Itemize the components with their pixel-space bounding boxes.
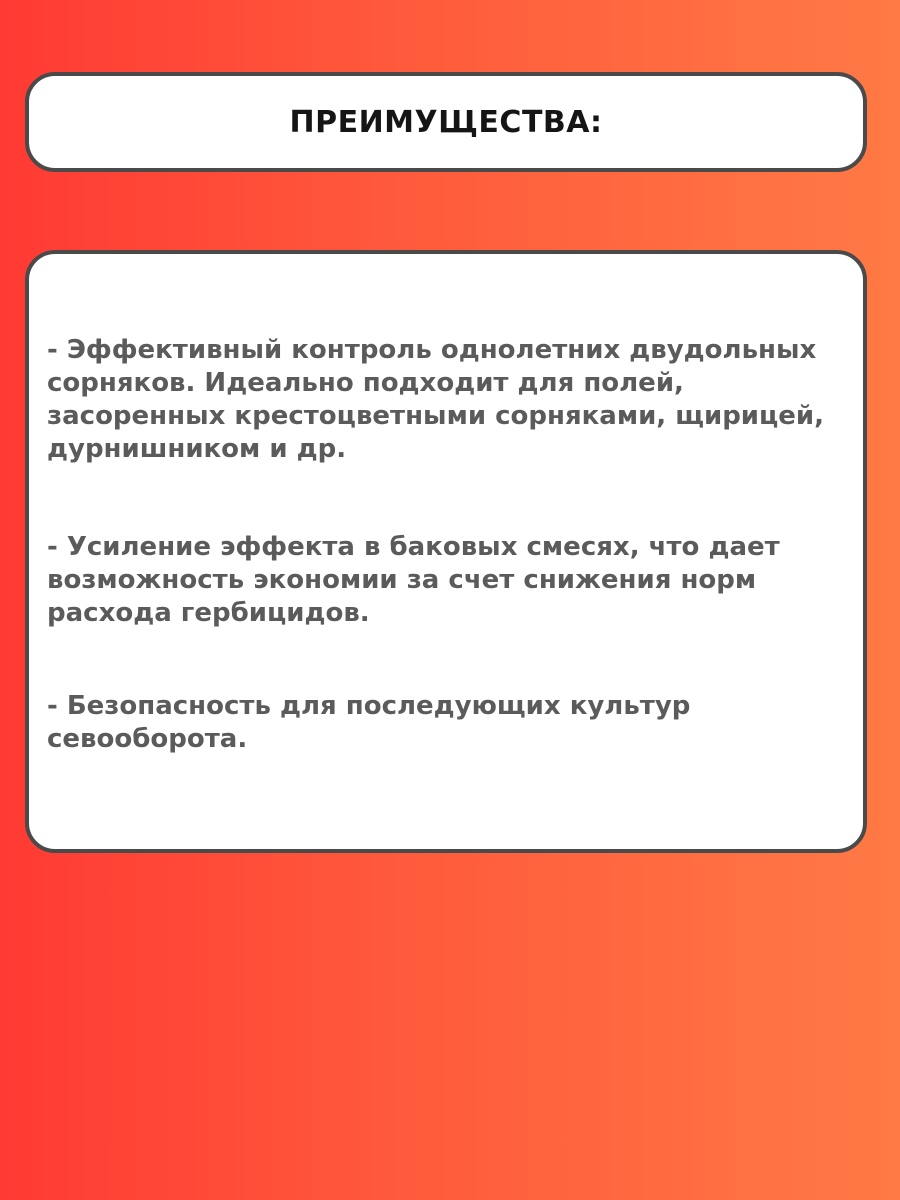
benefits-card: [25, 250, 867, 853]
benefit-item-weed-control: - Эффективный контроль однолетних двудольных сорняков. Идеально подходит для полей, засоренных крестоцветными сорняками, щирицей, дурнишником и др.: [47, 335, 825, 464]
benefit-item-crop-rotation-safety: - Безопасность для последующих культур севооборота.: [47, 691, 691, 754]
page-title: ПРЕИМУЩЕСТВА:: [289, 104, 603, 140]
benefit-item-tank-mix: - Усиление эффекта в баковых смесях, что дает возможность экономии за счет снижения норм расхода гербицидов.: [47, 532, 780, 628]
title-card: [25, 72, 867, 172]
